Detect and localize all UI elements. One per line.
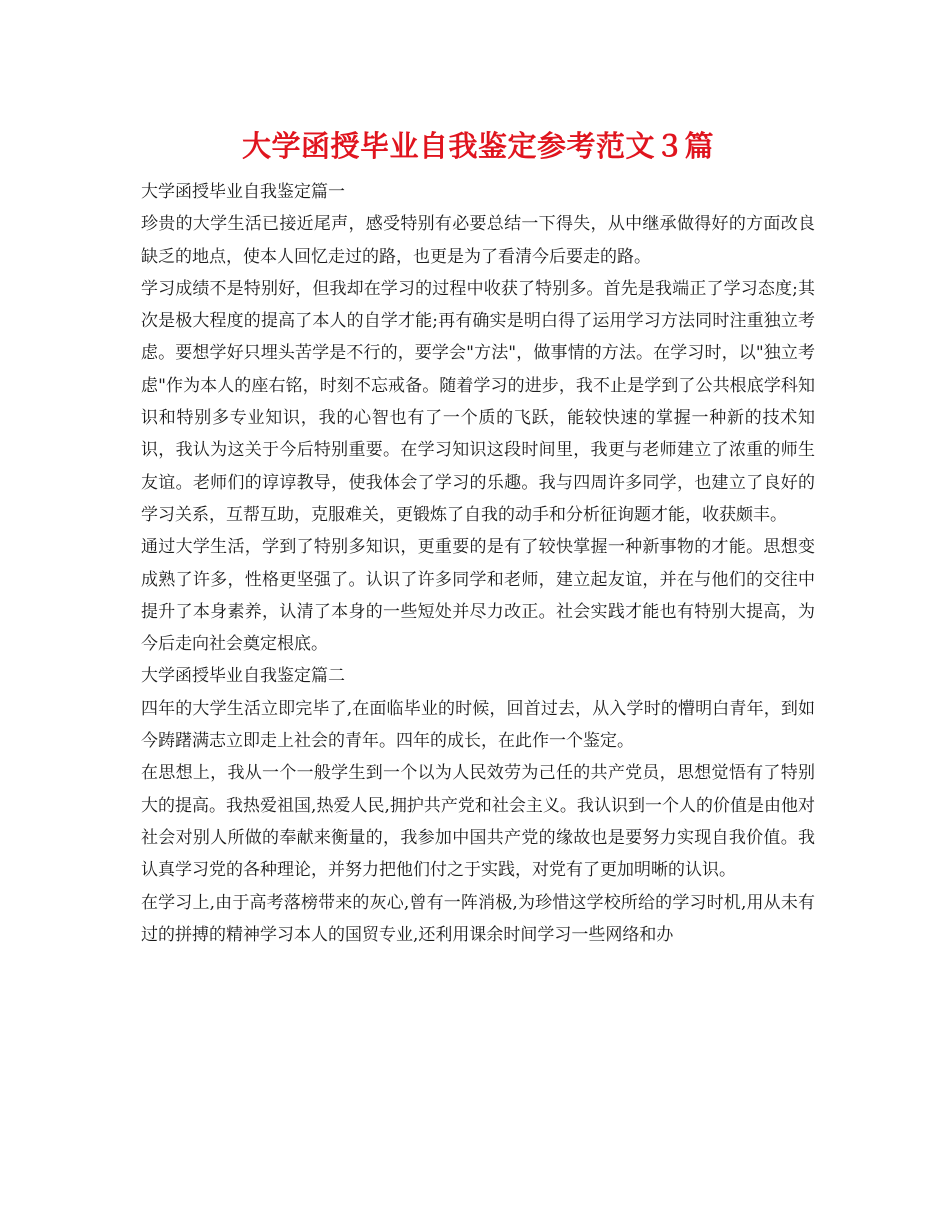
- paragraph: 通过大学生活，学到了特别多知识，更重要的是有了较快掌握一种新事物的才能。思想变成熟了许多，性格更坚强了。认识了许多同学和老师，建立起友谊，并在与他们的交往中提升了本身素养，认清了本身的一些短处并尽力改正。社会实践才能也有特别大提高，为今后走向社会奠定根底。: [141, 537, 815, 655]
- section-heading-1: 大学函授毕业自我鉴定篇一: [141, 182, 345, 202]
- paragraph: 在思想上，我从一个一般学生到一个以为人民效劳为己任的共产党员，思想觉悟有了特别大的提高。我热爱祖国,热爱人民,拥护共产党和社会主义。我认识到一个人的价值是由他对社会对别人所做的奉献来衡量的，我参加中国共产党的缘故也是要努力实现自我价值。我认真学习党的各种理论，并努力把他们付之于实践，对党有了更加明晰的认识。: [141, 763, 815, 881]
- section-heading-2: 大学函授毕业自我鉴定篇二: [141, 666, 345, 687]
- paragraph: 珍贵的大学生活已接近尾声，感受特别有必要总结一下得失，从中继承做得好的方面改良缺乏的地点，使本人回忆走过的路，也更是为了看清今后要走的路。: [141, 214, 815, 267]
- paragraph: 四年的大学生活立即完毕了,在面临毕业的时候，回首过去，从入学时的懵明白青年，到如今踌躇满志立即走上社会的青年。四年的成长，在此作一个鉴定。: [141, 698, 815, 752]
- document-title: 大学函授毕业自我鉴定参考范文３篇: [241, 129, 714, 163]
- document-body: [141, 176, 815, 951]
- paragraph: 学习成绩不是特别好，但我却在学习的过程中收获了特别多。首先是我端正了学习态度;其次是极大程度的提高了本人的自学才能;再有确实是明白得了运用学习方法同时注重独立考虑。要想学好只埋头苦学是不行的，要学会"方法"，做事情的方法。在学习时，以"独立考虑"作为本人的座右铭，时刻不忘戒备。随着学习的进步，我不止是学到了公共根底学科知识和特别多专业知识，我的心智也有了一个质的飞跃，能较快速的掌握一种新的技术知识，我认为这关于今后特别重要。在学习知识这段时间里，我更与老师建立了浓重的师生友谊。老师们的谆谆教导，使我体会了学习的乐趣。我与四周许多同学，也建立了良好的学习关系，互帮互助，克服难关，更锻炼了自我的动手和分析征询题才能，收获颇丰。: [141, 278, 815, 525]
- paragraph: 在学习上,由于高考落榜带来的灰心,曾有一阵消极,为珍惜这学校所给的学习时机,用从未有过的拼搏的精神学习本人的国贸专业,还利用课余时间学习一些网络和办: [141, 892, 815, 945]
